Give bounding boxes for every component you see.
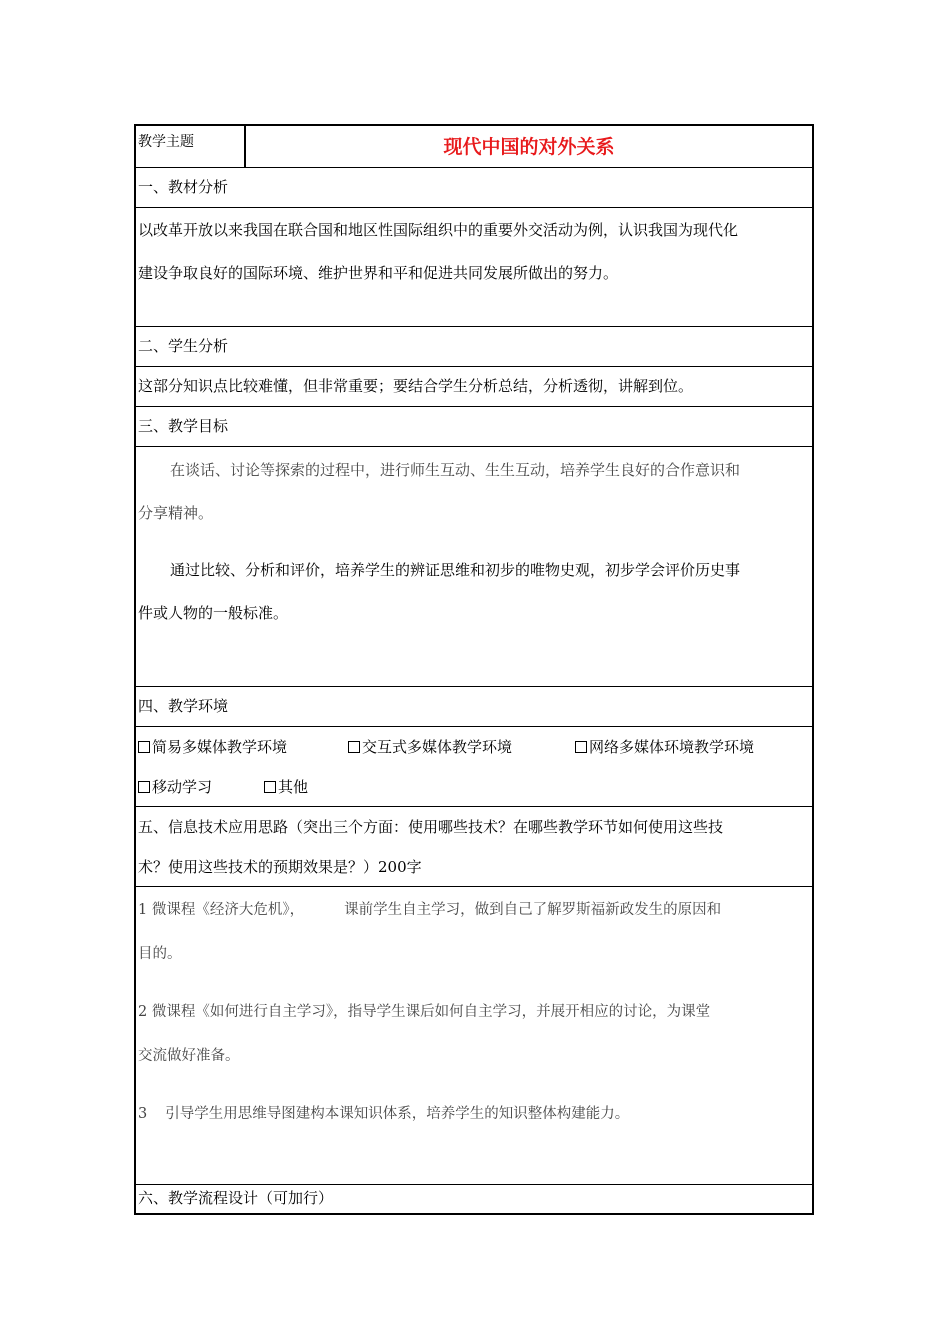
objective-2-line-2: 件或人物的一般标准。: [138, 604, 289, 622]
checkbox-icon[interactable]: [138, 741, 150, 753]
objective-1-line-1: 在谈话、讨论等探索的过程中，进行师生互动、生生互动，培养学生良好的合作意识和: [170, 461, 741, 479]
students-analysis-text: 这部分知识点比较难懂，但非常重要；要结合学生分析总结，分析透彻，讲解到位。: [136, 367, 812, 407]
objective-2-line-1: 通过比较、分析和评价，培养学生的辨证思维和初步的唯物史观，初步学会评价历史事: [170, 561, 741, 579]
it-heading-line-2: 术？使用这些技术的预期效果是？）200字: [138, 858, 422, 876]
objective-1-line-2: 分享精神。: [138, 504, 214, 522]
env-option-simple[interactable]: 简易多媒体教学环境: [138, 727, 348, 767]
section-heading-teaching-flow: 六、教学流程设计（可加行）: [138, 1189, 334, 1207]
checkbox-icon[interactable]: [138, 781, 150, 793]
section-heading-objectives: 三、教学目标: [136, 407, 812, 447]
it-item-2-line-1: 2 微课程《如何进行自主学习》，指导学生课后如何自主学习，并展开相应的讨论，为课堂: [138, 1004, 711, 1020]
environment-options-line-2: [136, 767, 812, 807]
lesson-plan-table: [134, 124, 814, 1215]
checkbox-icon[interactable]: [348, 741, 360, 753]
environment-options-line-1: [136, 727, 812, 767]
env-option-interactive[interactable]: 交互式多媒体教学环境: [348, 727, 575, 767]
section-heading-environment: 四、教学环境: [136, 687, 812, 727]
env-option-network[interactable]: 网络多媒体环境教学环境: [575, 727, 754, 767]
environment-options: [136, 727, 812, 807]
materials-text-line-1: 以改革开放以来我国在联合国和地区性国际组织中的重要外交活动为例，认识我国为现代化: [138, 221, 739, 239]
title-row: [136, 126, 812, 168]
it-item-2-line-2: 交流做好准备。: [138, 1048, 240, 1064]
materials-analysis-cell: [136, 208, 812, 327]
it-item-1-line-2: 目的。: [138, 946, 182, 962]
objectives-cell: [136, 447, 812, 687]
it-item-3: 3 引导学生用思维导图建构本课知识体系，培养学生的知识整体构建能力。: [138, 1106, 630, 1122]
materials-text-line-2: 建设争取良好的国际环境、维护世界和平和促进共同发展所做出的努力。: [138, 264, 619, 282]
it-item-1-line-1: 1 微课程《经济大危机》， 课前学生自主学习，做到自己了解罗斯福新政发生的原因和: [138, 902, 722, 918]
checkbox-icon[interactable]: [575, 741, 587, 753]
section-heading-materials: 一、教材分析: [136, 168, 812, 208]
env-option-other[interactable]: 其他: [264, 767, 308, 807]
checkbox-icon[interactable]: [264, 781, 276, 793]
it-application-cell: [136, 887, 812, 1185]
section-heading-it-application: [136, 807, 812, 887]
page-title: 现代中国的对外关系: [443, 136, 615, 158]
it-heading-line-1: 五、信息技术应用思路（突出三个方面：使用哪些技术？在哪些教学环节如何使用这些技: [138, 818, 724, 836]
section-heading-students: 二、学生分析: [136, 327, 812, 367]
env-option-mobile[interactable]: 移动学习: [138, 767, 264, 807]
topic-label: 教学主题: [136, 126, 246, 167]
